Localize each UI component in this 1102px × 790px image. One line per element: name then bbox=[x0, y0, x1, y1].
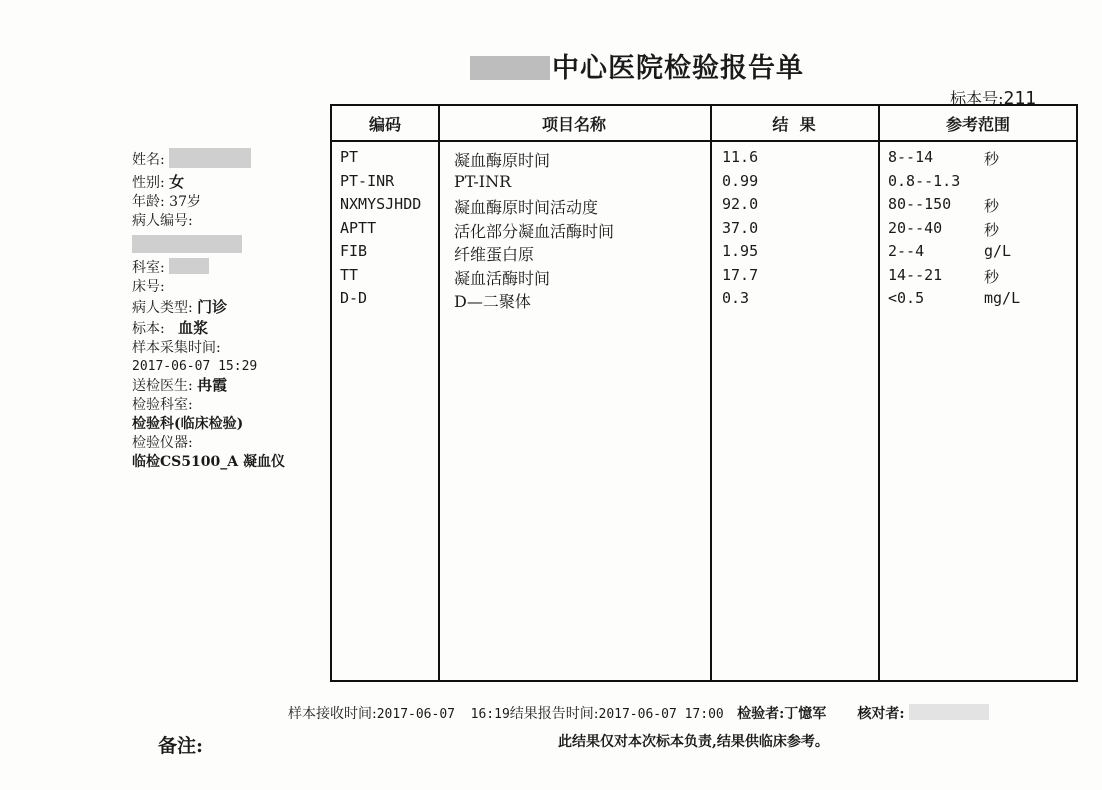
table-row bbox=[332, 148, 1076, 172]
cell-ref: 14--21 bbox=[888, 265, 943, 284]
cell-result: 92.0 bbox=[722, 195, 759, 213]
cell-ref: 20--40 bbox=[888, 218, 943, 237]
cell-name: 凝血酶原时间 bbox=[454, 151, 551, 170]
redacted-department bbox=[169, 258, 209, 274]
cell-unit: mg/L bbox=[984, 289, 1021, 307]
table-row bbox=[332, 266, 1076, 290]
redacted-patient-id bbox=[132, 235, 242, 253]
bed-row: 床号: bbox=[132, 279, 165, 296]
patient-gender-row: 性别: 女 bbox=[132, 172, 185, 191]
cell-result: 0.3 bbox=[722, 289, 750, 307]
collect-time-value: 2017-06-07 15:29 bbox=[132, 358, 258, 374]
cell-code: D-D bbox=[340, 289, 368, 307]
patient-id-row: 病人编号: bbox=[132, 212, 193, 229]
cell-result: 37.0 bbox=[722, 218, 759, 237]
remark-label: 备注: bbox=[158, 735, 204, 757]
department-row: 科室: bbox=[132, 258, 332, 278]
disclaimer: 此结果仅对本次标本负责,结果供临床参考。 bbox=[558, 734, 829, 750]
instrument-label: 检验仪器: bbox=[132, 435, 193, 452]
header-name: 项目名称 bbox=[541, 115, 606, 134]
redacted-reviewer bbox=[909, 704, 989, 720]
table-row bbox=[332, 172, 1076, 196]
table-body bbox=[332, 148, 1076, 313]
doctor-row: 送检医生: 冉霞 bbox=[132, 376, 228, 395]
lab-dept-label: 检验科室: bbox=[132, 397, 193, 414]
cell-ref: 8--14 bbox=[888, 148, 934, 166]
cell-name: PT-INR bbox=[454, 171, 512, 191]
cell-code: FIB bbox=[340, 242, 368, 260]
cell-ref: 80--150 bbox=[888, 195, 952, 213]
sample-number: 标本号:211 bbox=[950, 88, 1036, 109]
cell-code: TT bbox=[340, 265, 359, 284]
cell-unit: g/L bbox=[984, 242, 1012, 260]
table-row bbox=[332, 195, 1076, 219]
results-table bbox=[330, 104, 1078, 682]
report-title: 中心医院检验报告单 bbox=[470, 46, 890, 85]
cell-name: 纤维蛋白原 bbox=[454, 245, 535, 264]
cell-code: PT-INR bbox=[340, 171, 395, 190]
cell-name: D—二聚体 bbox=[454, 292, 531, 311]
header-ref: 参考范围 bbox=[945, 115, 1010, 134]
patient-type-row: 病人类型: 门诊 bbox=[132, 298, 228, 317]
patient-age-row: 年龄: 37岁 bbox=[132, 193, 201, 210]
patient-name-row: 姓名: bbox=[132, 148, 332, 170]
patient-info bbox=[132, 148, 332, 472]
cell-code: PT bbox=[340, 148, 359, 166]
cell-name: 凝血活酶时间 bbox=[454, 268, 551, 288]
header-code: 编码 bbox=[368, 115, 401, 134]
table-row bbox=[332, 289, 1076, 313]
cell-code: APTT bbox=[340, 218, 377, 237]
specimen-row: 标本: 血浆 bbox=[132, 319, 209, 338]
header-divider bbox=[332, 140, 1076, 142]
cell-name: 活化部分凝血活酶时间 bbox=[454, 221, 615, 241]
cell-unit: 秒 bbox=[984, 220, 1000, 239]
header-result: 结 果 bbox=[772, 115, 816, 134]
patient-id-value bbox=[132, 231, 332, 259]
cell-unit: 秒 bbox=[984, 150, 1000, 168]
cell-name: 凝血酶原时间活动度 bbox=[454, 198, 599, 217]
report-footer-times: 样本接收时间:2017-06-07 16:19结果报告时间:2017-06-07 17:00 检验者:丁憶军 核对者: bbox=[288, 703, 989, 723]
cell-result: 0.99 bbox=[722, 171, 759, 190]
cell-result: 17.7 bbox=[722, 265, 759, 284]
cell-code: NXMYSJHDD bbox=[340, 195, 422, 213]
table-row bbox=[332, 242, 1076, 266]
cell-result: 1.95 bbox=[722, 242, 759, 260]
cell-ref: 0.8--1.3 bbox=[888, 171, 961, 190]
cell-unit: 秒 bbox=[984, 197, 1000, 215]
lab-dept-value: 检验科(临床检验) bbox=[132, 416, 244, 433]
cell-result: 11.6 bbox=[722, 148, 759, 166]
redacted-name bbox=[169, 148, 251, 168]
cell-ref: <0.5 bbox=[888, 289, 925, 307]
cell-ref: 2--4 bbox=[888, 242, 925, 260]
redacted-hospital-name bbox=[470, 56, 550, 80]
instrument-value: 临检CS5100_A 凝血仪 bbox=[132, 454, 285, 471]
collect-time-label: 样本采集时间: bbox=[132, 340, 221, 357]
cell-unit: 秒 bbox=[984, 267, 1000, 286]
table-row bbox=[332, 219, 1076, 243]
